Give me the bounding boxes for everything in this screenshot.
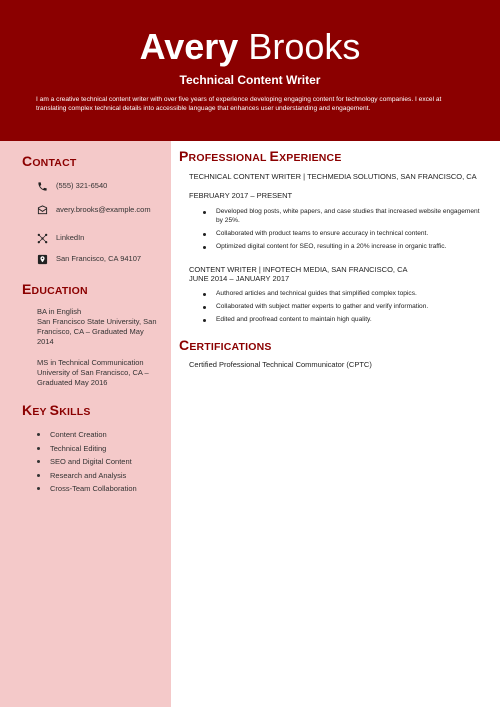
skills-list (37, 430, 137, 498)
list-item: Developed blog posts, white papers, and case studies that increased website engagement by 25%. (203, 208, 483, 225)
school-detail: University of San Francisco, CA – Graduated May 2016 (37, 368, 149, 387)
skills-heading: KEY SKILLS (22, 402, 91, 418)
list-item: Research and Analysis (37, 471, 137, 485)
list-item: Edited and proofread content to maintain high quality. (203, 316, 483, 325)
school-detail: San Francisco State University, San Francisco, CA – Graduated May 2014 (37, 317, 157, 346)
job-dates: JUNE 2014 – JANUARY 2017 (189, 274, 290, 283)
degree: MS in Technical Communication (37, 358, 144, 367)
location-icon (37, 254, 48, 265)
first-name: Avery (139, 26, 239, 67)
list-item: Optimized digital content for SEO, resulting in a 20% increase in organic traffic. (203, 243, 483, 252)
email-icon (37, 205, 48, 216)
education-heading: EDUCATION (22, 281, 88, 297)
candidate-name (0, 27, 500, 67)
list-item: Collaborated with product teams to ensure accuracy in technical content. (203, 230, 483, 239)
list-item: Authored articles and technical guides that simplified complex topics. (203, 290, 483, 299)
contact-heading: CONTACT (22, 153, 77, 169)
job-bullets (203, 208, 483, 256)
job-role: Technical Content Writer (179, 73, 321, 87)
certifications-heading: CERTIFICATIONS (179, 337, 272, 353)
job-title: TECHNICAL CONTENT WRITER | TECHMEDIA SOLUTIONS, SAN FRANCISCO, CA (189, 172, 477, 181)
list-item: Cross-Team Collaboration (37, 484, 137, 498)
linkedin-icon (37, 233, 48, 244)
list-item: Collaborated with subject matter experts to gather and verify information. (203, 303, 483, 312)
header-banner (0, 0, 500, 141)
list-item: SEO and Digital Content (37, 457, 137, 471)
job-bullets (203, 290, 483, 329)
list-item: Content Creation (37, 430, 137, 444)
sidebar (0, 141, 171, 707)
last-name: Brooks (248, 26, 361, 67)
education-entry (37, 307, 157, 347)
education-entry (37, 358, 157, 388)
job-dates: FEBRUARY 2017 – PRESENT (189, 191, 293, 200)
degree: BA in English (37, 307, 82, 316)
certification-item: Certified Professional Technical Communicator (CPTC) (189, 360, 372, 369)
phone-icon (37, 181, 48, 192)
summary: I am a creative technical content writer with over five years of experience developing engaging content for technology companies. I excel at translating complex technical details into accessible language that enhances user understanding and engagement. (36, 96, 442, 112)
job-title: CONTENT WRITER | INFOTECH MEDIA, SAN FRANCISCO, CA (189, 265, 408, 274)
experience-heading: PROFESSIONAL EXPERIENCE (179, 148, 342, 164)
list-item: Technical Editing (37, 444, 137, 458)
